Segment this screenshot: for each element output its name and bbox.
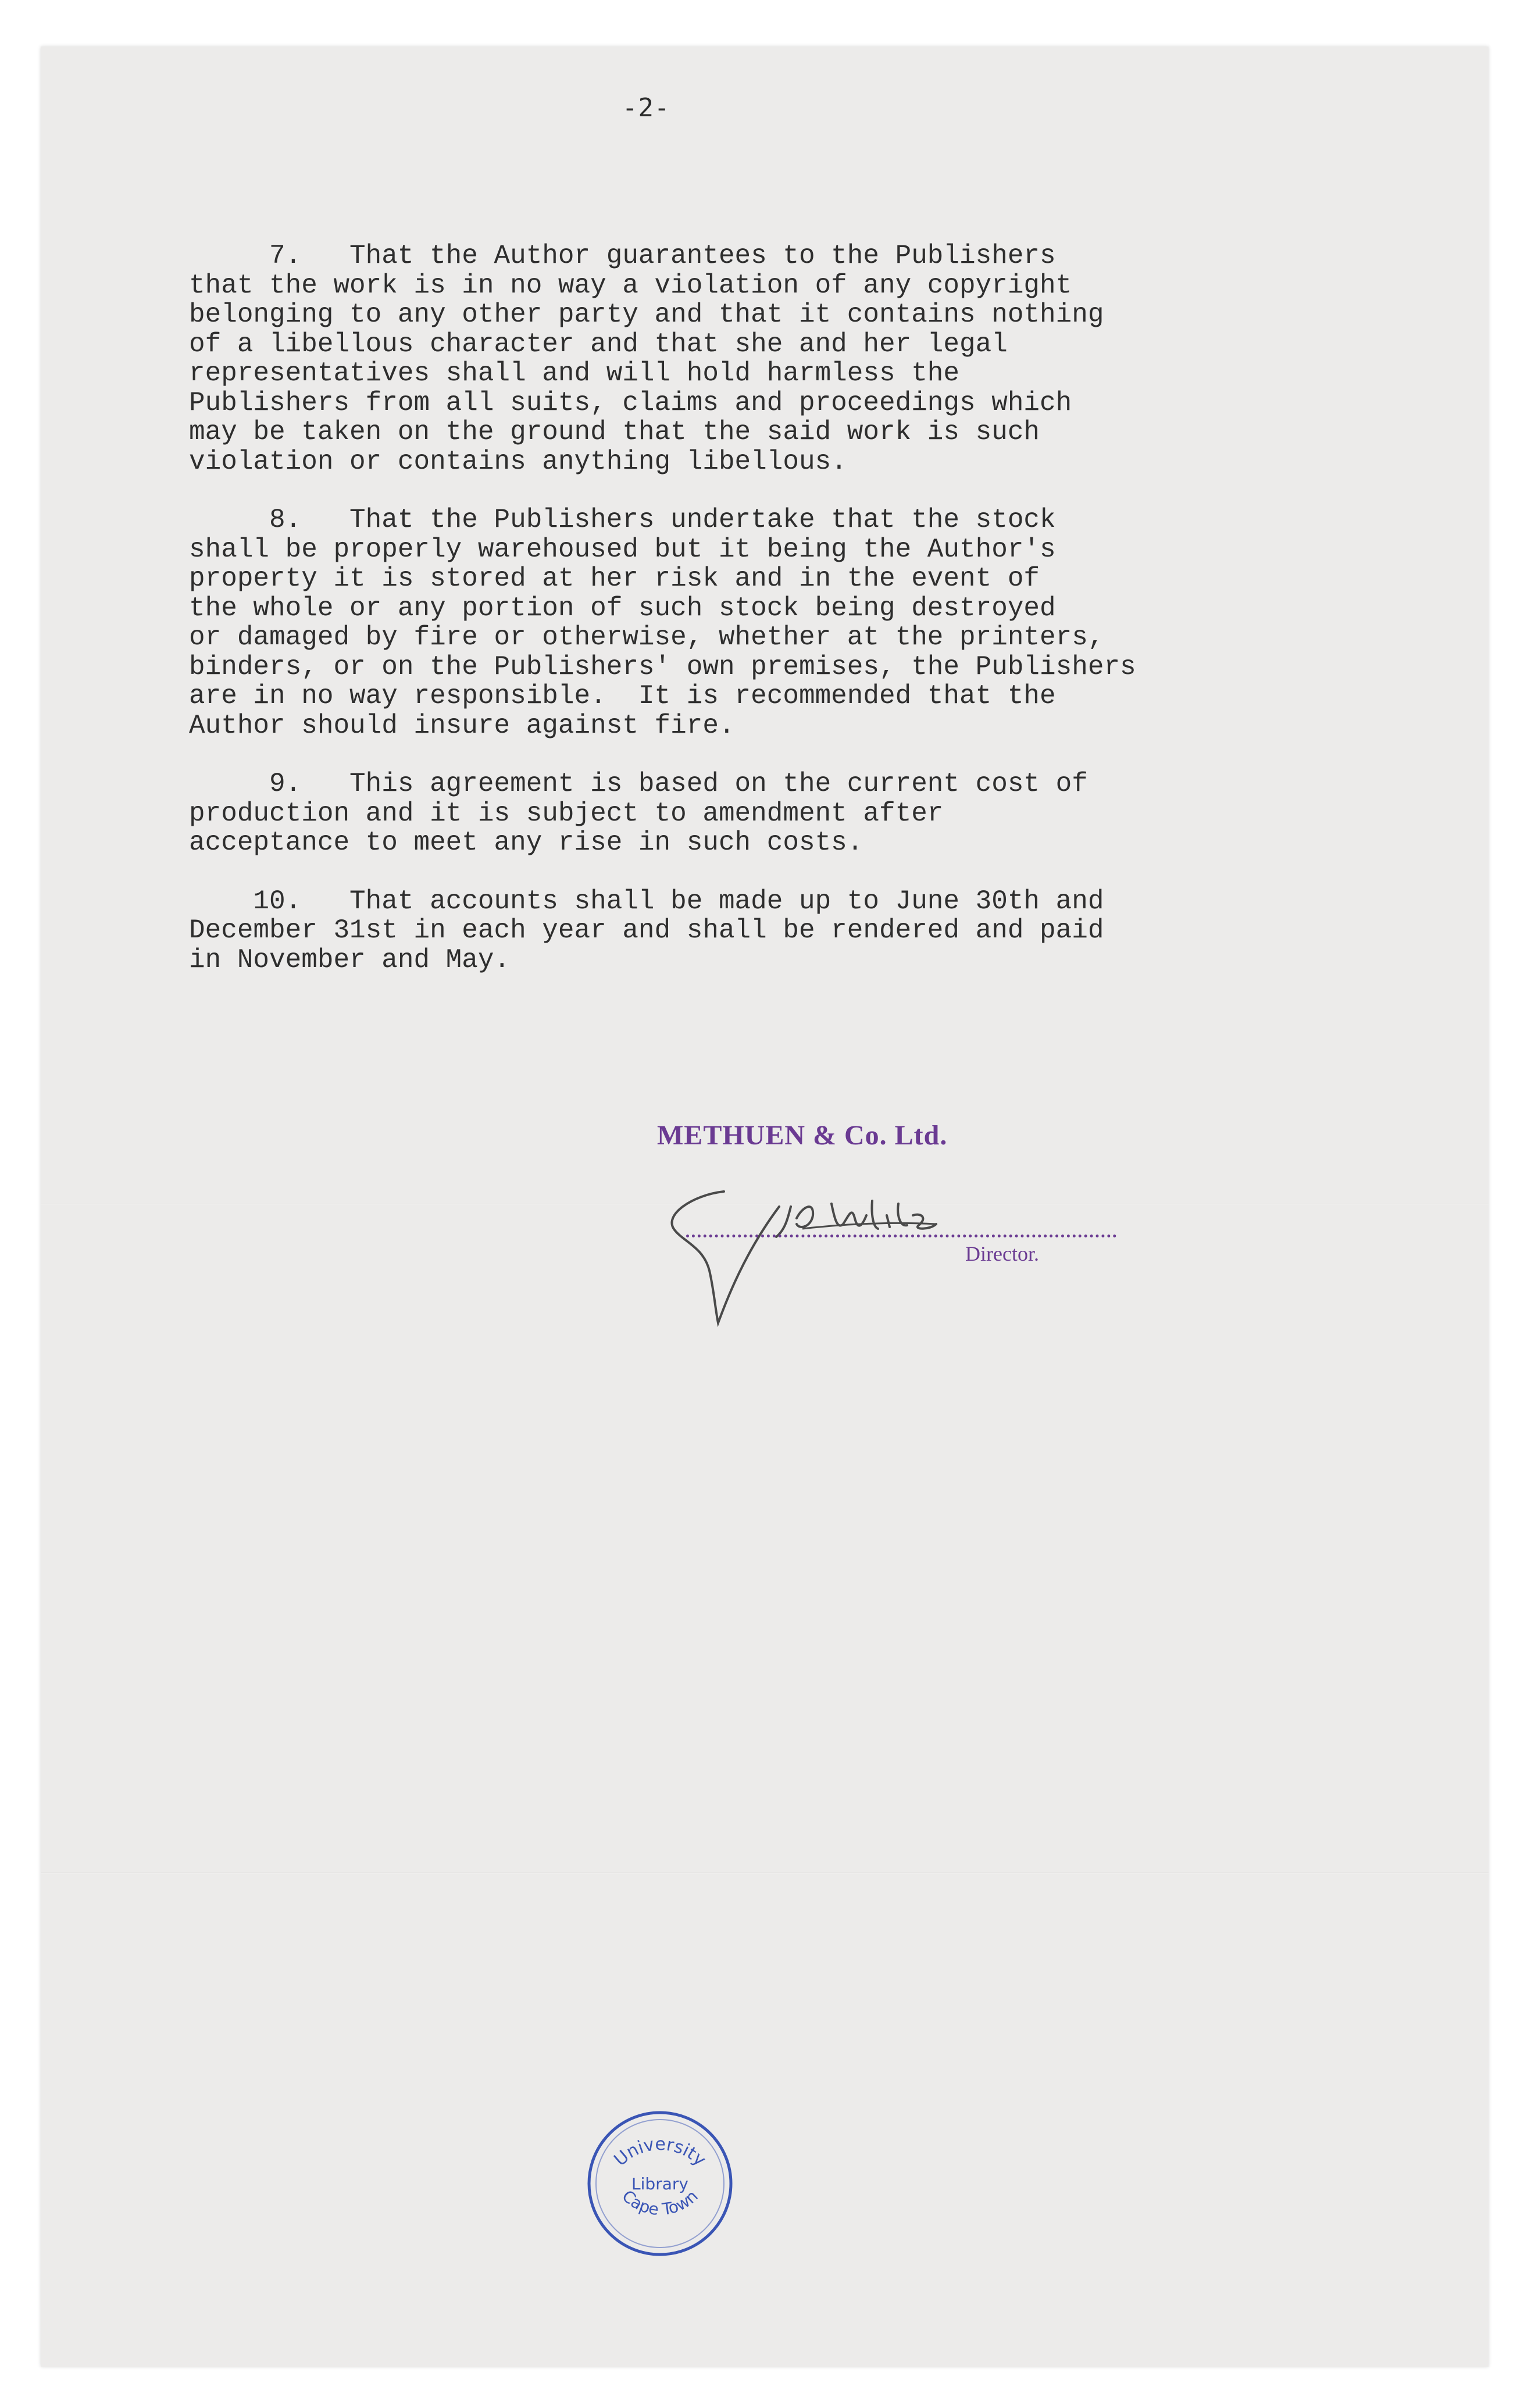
signature-block bbox=[657, 1183, 1122, 1335]
handwritten-signature bbox=[657, 1183, 1122, 1335]
university-library-stamp-icon bbox=[581, 2105, 738, 2262]
clause-10: 10. That accounts shall be made up to June 30th and December 31st in each year and shall be rendered and paid in November and May. bbox=[189, 886, 1104, 975]
clause-9: 9. This agreement is based on the current cost of production and it is subject to amendment after acceptance to meet any rise in such costs. bbox=[189, 769, 1088, 858]
company-stamp: METHUEN & Co. Ltd. bbox=[657, 1120, 948, 1151]
clause-8: 8. That the Publishers undertake that the stock shall be properly warehoused but it being the Author's property it is stored at her risk and in the event of the whole or any portion of such stock being destroyed or damaged by fire or otherwise, whether at the printers, binders, or on the Publishers' own premises, the Publishers are in no way responsible. It is recommended that the Author should insure against fire. bbox=[189, 505, 1136, 741]
agreement-body bbox=[189, 241, 1323, 1004]
svg-text:University: University bbox=[610, 2134, 710, 2171]
page-number: -2- bbox=[622, 93, 670, 123]
svg-text:Cape Town: Cape Town bbox=[618, 2186, 702, 2220]
paper-fold-line bbox=[41, 1872, 1489, 1874]
svg-text:Library: Library bbox=[631, 2174, 688, 2193]
signature-line bbox=[686, 1235, 1116, 1237]
director-label: Director. bbox=[965, 1242, 1039, 1265]
clause-7: 7. That the Author guarantees to the Publishers that the work is in no way a violation of any copyright belonging to any other party and that it contains nothing of a libellous character and that she and her legal representatives shall and will hold harmless the Publishers from all suits, claims and proceedings which may be taken on the ground that the said work is such violation or contains anything libellous. bbox=[189, 241, 1104, 477]
library-stamp bbox=[581, 2105, 738, 2262]
